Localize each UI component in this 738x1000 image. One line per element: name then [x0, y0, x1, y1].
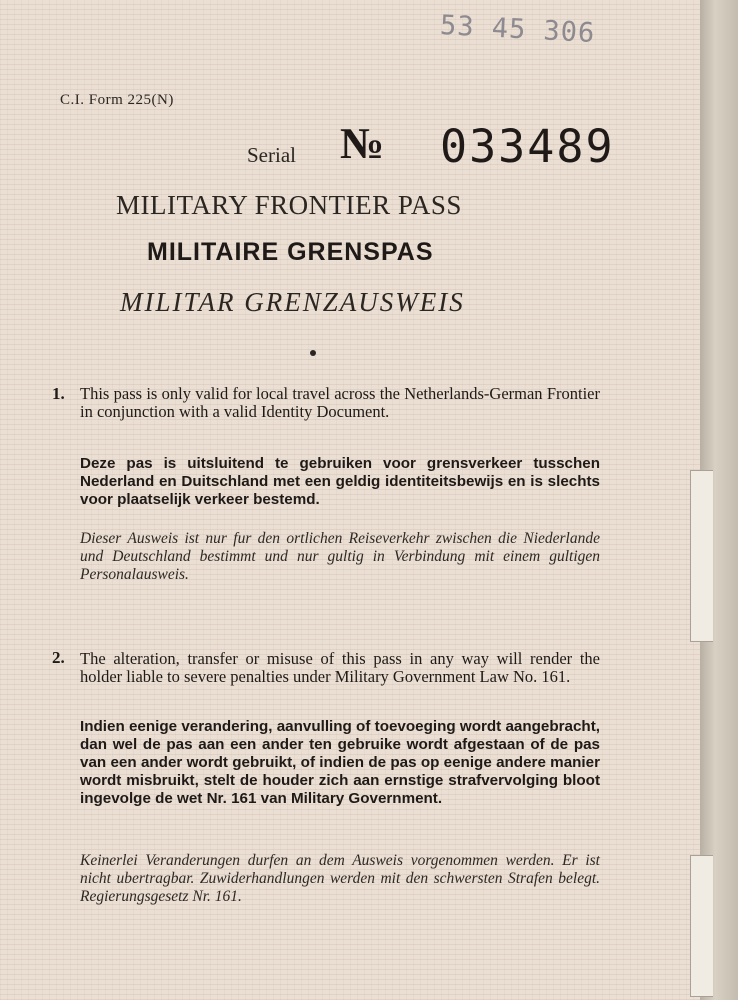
- title-dutch: MILITAIRE GRENSPAS: [147, 238, 434, 266]
- form-identifier: C.I. Form 225(N): [60, 92, 174, 108]
- handwritten-number: 53 45 306: [439, 9, 597, 50]
- divider-dot: [310, 350, 316, 356]
- title-english: MILITARY FRONTIER PASS: [116, 190, 462, 220]
- binding-tab: [690, 855, 713, 997]
- section-1-german: Dieser Ausweis ist nur fur den ortlichen Reiseverkehr zwischen die Niederlande und Deutschland bestimmt und nur gultig in Verbindung mit einem gultigen Personalausweis.: [80, 530, 600, 583]
- section-1-number: 1.: [52, 384, 65, 403]
- section-2-number: 2.: [52, 648, 65, 667]
- section-1-dutch: Deze pas is uitsluitend te gebruiken voor grensverkeer tusschen Nederland en Duitschland met een geldig identiteitsbewijs en is slechts voor plaatselijk verkeer bestemd.: [80, 455, 600, 508]
- number-sign: №: [340, 119, 385, 168]
- section-2-english: The alteration, transfer or misuse of this pass in any way will render the holder liable to severe penalties under Military Government Law No. 161.: [80, 649, 600, 686]
- section-2-german: Keinerlei Veranderungen durfen an dem Ausweis vorgenommen werden. Er ist nicht ubertragbar. Zuwiderhandlungen werden mit den schwersten Strafen belegt. Regierungsgesetz Nr. 161.: [80, 852, 600, 905]
- title-german: MILITAR GRENZAUSWEIS: [120, 287, 465, 317]
- binding-tab: [690, 470, 713, 642]
- section-1-english: This pass is only valid for local travel across the Netherlands-German Frontier in conjunction with a valid Identity Document.: [80, 384, 600, 421]
- serial-number: 033489: [440, 120, 615, 173]
- serial-label: Serial: [247, 143, 296, 167]
- section-2-dutch: Indien eenige verandering, aanvulling of toevoeging wordt aangebracht, dan wel de pas aan een ander ten gebruike wordt afgestaan of de pas van een ander wordt gebruikt, of indien de pas op eenige andere manier wordt misbruikt, stelt de houder zich aan ernstige strafvervolging bloot ingevolge de wet Nr. 161 van Military Government.: [80, 718, 600, 807]
